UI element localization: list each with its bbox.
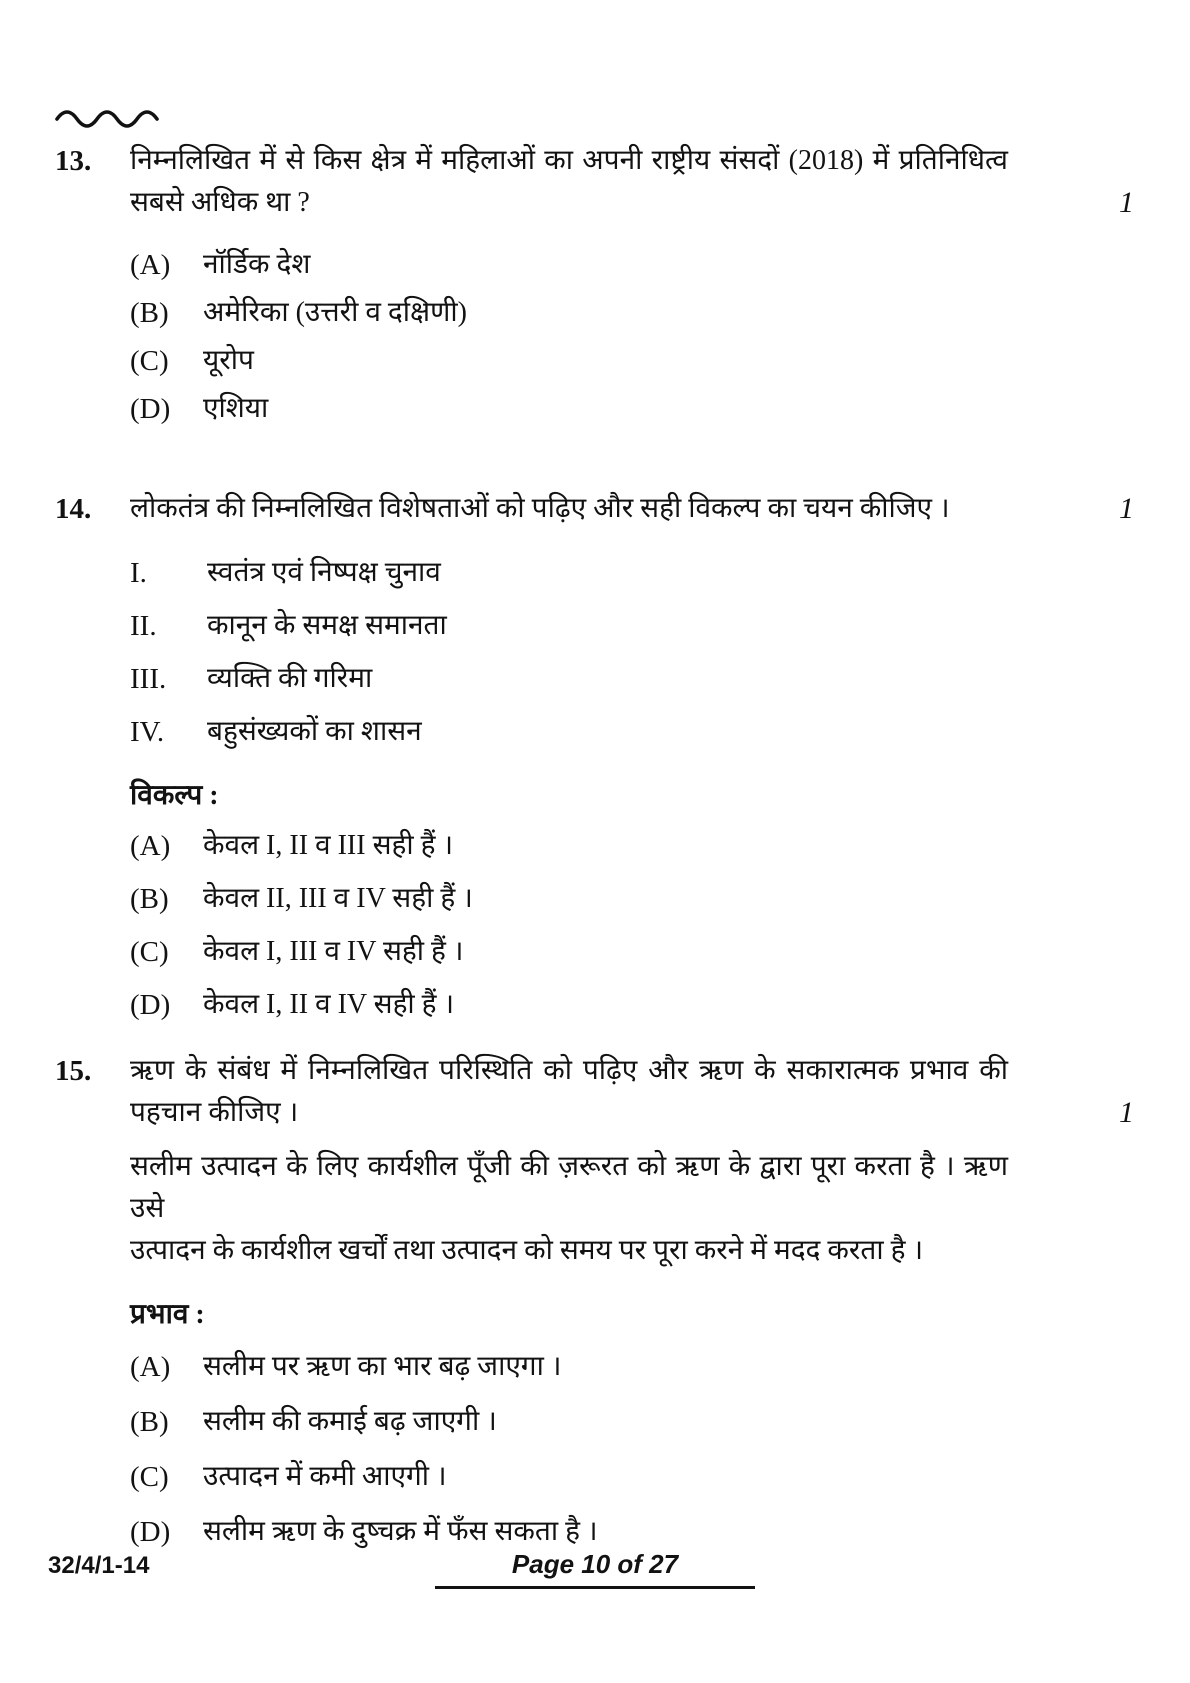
option-row — [130, 1511, 1008, 1553]
squiggle-icon — [53, 100, 161, 136]
question-number: 13. — [55, 145, 92, 177]
statement-text: कानून के समक्ष समानता — [207, 610, 447, 641]
marks-value: 1 — [1119, 186, 1134, 219]
option-letter: (B) — [130, 1406, 169, 1438]
statement-row — [130, 711, 1008, 753]
statement-numeral: I. — [130, 557, 147, 589]
question-text-line: लोकतंत्र की निम्नलिखित विशेषताओं को पढ़िए और सही विकल्प का चयन कीजिए । — [130, 493, 950, 524]
option-row — [130, 244, 1008, 286]
option-text: केवल I, II व IV सही हैं । — [203, 989, 455, 1020]
option-text: सलीम की कमाई बढ़ जाएगी । — [203, 1406, 497, 1437]
question-text-line: ऋण के संबंध में निम्नलिखित परिस्थिति को पढ़िए और ऋण के सकारात्मक प्रभाव की — [130, 1055, 1008, 1086]
context-paragraph — [130, 1146, 1008, 1272]
option-row — [130, 388, 1008, 430]
statement-text: स्वतंत्र एवं निष्पक्ष चुनाव — [207, 557, 441, 588]
option-text: सलीम ऋण के दुष्चक्र में फँस सकता है । — [203, 1516, 598, 1547]
question-text-line: पहचान कीजिए । — [130, 1097, 299, 1128]
option-letter: (C) — [130, 345, 169, 377]
footer-underline — [435, 1586, 755, 1589]
option-text: केवल I, II व III सही हैं । — [203, 830, 454, 861]
option-text: सलीम पर ऋण का भार बढ़ जाएगा । — [203, 1351, 562, 1382]
options-list — [130, 825, 1008, 1026]
options-list — [130, 244, 1008, 430]
options-list — [130, 1346, 1008, 1553]
context-line: सलीम उत्पादन के लिए कार्यशील पूँजी की ज़रूरत को ऋण के द्वारा पूरा करता है । ऋण उसे — [130, 1151, 1008, 1224]
option-letter: (D) — [130, 989, 171, 1021]
option-row — [130, 1456, 1008, 1498]
option-letter: (C) — [130, 1461, 169, 1493]
option-text: नॉर्डिक देश — [203, 249, 311, 280]
option-text: केवल I, III व IV सही हैं । — [203, 936, 464, 967]
footer-page-label: Page 10 of 27 — [511, 1549, 679, 1579]
option-row — [130, 340, 1008, 382]
option-letter: (B) — [130, 883, 169, 915]
question-number: 15. — [55, 1055, 92, 1087]
option-text: उत्पादन में कमी आएगी । — [203, 1461, 447, 1492]
question-14 — [0, 488, 1190, 1037]
footer-code: 32/4/1-14 — [48, 1552, 150, 1579]
statement-text: बहुसंख्यकों का शासन — [207, 716, 422, 747]
option-row — [130, 984, 1008, 1026]
option-row — [130, 825, 1008, 867]
statement-row — [130, 605, 1008, 647]
statement-numeral: II. — [130, 610, 157, 642]
statement-numeral: IV. — [130, 716, 165, 748]
options-heading: विकल्प : — [130, 780, 219, 811]
statements-list — [130, 552, 1008, 753]
question-15 — [0, 1050, 1190, 1566]
option-row — [130, 878, 1008, 920]
option-row — [130, 292, 1008, 334]
option-row — [130, 931, 1008, 973]
option-row — [130, 1346, 1008, 1388]
option-text: यूरोप — [203, 345, 254, 376]
effect-heading: प्रभाव : — [130, 1299, 205, 1330]
option-letter: (C) — [130, 936, 169, 968]
question-text-line: सबसे अधिक था ? — [130, 187, 310, 218]
option-letter: (D) — [130, 1516, 171, 1548]
question-number: 14. — [55, 493, 92, 525]
option-text: एशिया — [203, 393, 269, 424]
question-13 — [0, 140, 1190, 436]
option-text: अमेरिका (उत्तरी व दक्षिणी) — [203, 297, 467, 328]
option-row — [130, 1401, 1008, 1443]
option-letter: (A) — [130, 1351, 171, 1383]
question-text-line: निम्नलिखित में से किस क्षेत्र में महिलाओं का अपनी राष्ट्रीय संसदों (2018) में प्रतिनिधित्व — [130, 145, 1008, 176]
option-letter: (A) — [130, 830, 171, 862]
statement-numeral: III. — [130, 663, 167, 695]
statement-row — [130, 552, 1008, 594]
context-line: उत्पादन के कार्यशील खर्चों तथा उत्पादन को समय पर पूरा करने में मदद करता है । — [130, 1235, 924, 1266]
marks-value: 1 — [1119, 1096, 1134, 1129]
option-letter: (D) — [130, 393, 171, 425]
option-letter: (A) — [130, 249, 171, 281]
statement-text: व्यक्ति की गरिमा — [207, 663, 373, 694]
marks-value: 1 — [1119, 492, 1134, 525]
statement-row — [130, 658, 1008, 700]
option-letter: (B) — [130, 297, 169, 329]
option-text: केवल II, III व IV सही हैं । — [203, 883, 473, 914]
